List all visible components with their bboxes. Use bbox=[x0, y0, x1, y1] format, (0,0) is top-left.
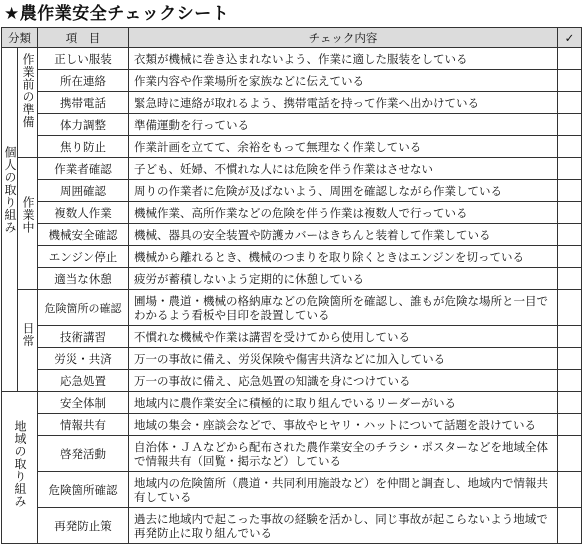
table-row bbox=[2, 392, 582, 414]
check-cell[interactable] bbox=[558, 246, 582, 268]
table-row bbox=[2, 246, 582, 268]
table-row bbox=[2, 268, 582, 290]
item-cell: 焦り防止 bbox=[38, 136, 129, 158]
check-cell[interactable] bbox=[558, 508, 582, 544]
content-cell: 地域の集会・座談会などで、事故やヒヤリ・ハットについて話題を設けている bbox=[129, 414, 558, 436]
table-row bbox=[2, 224, 582, 246]
table-row bbox=[2, 114, 582, 136]
page-title: ★農作業安全チェックシート bbox=[4, 4, 230, 24]
table-row bbox=[2, 508, 582, 544]
table-row bbox=[2, 370, 582, 392]
content-cell: 周りの作業者に危険が及ばないよう、周囲を確認しながら作業している bbox=[129, 180, 558, 202]
group-during-work-label: 作業中 bbox=[21, 196, 35, 234]
check-cell[interactable] bbox=[558, 158, 582, 180]
item-cell: 啓発活動 bbox=[38, 436, 129, 472]
table-row bbox=[2, 158, 582, 180]
check-cell[interactable] bbox=[558, 326, 582, 348]
content-cell: 作業計画を立てて、余裕をもって無理なく作業している bbox=[129, 136, 558, 158]
item-cell: 情報共有 bbox=[38, 414, 129, 436]
item-cell: 技術講習 bbox=[38, 326, 129, 348]
content-cell: 機械から離れるとき、機械のつまりを取り除くときはエンジンを切っている bbox=[129, 246, 558, 268]
item-cell: 再発防止策 bbox=[38, 508, 129, 544]
header-category: 分類 bbox=[2, 28, 38, 48]
check-cell[interactable] bbox=[558, 114, 582, 136]
check-cell[interactable] bbox=[558, 180, 582, 202]
content-cell: 機械作業、高所作業などの危険を伴う作業は複数人で行っている bbox=[129, 202, 558, 224]
table-row bbox=[2, 70, 582, 92]
item-cell: 周囲確認 bbox=[38, 180, 129, 202]
group-daily-label: 日常 bbox=[21, 322, 35, 347]
content-cell: 地域内に農作業安全に積極的に取り組んでいるリーダーがいる bbox=[129, 392, 558, 414]
check-cell[interactable] bbox=[558, 136, 582, 158]
header-row bbox=[2, 28, 582, 48]
content-cell: 自治体・ＪＡなどから配布された農作業安全のチラシ・ポスターなどを地域全体で情報共有（回覧・掲示など）している bbox=[129, 436, 558, 472]
content-cell: 過去に地域内で起こった事故の経験を活かし、同じ事故が起こらないよう地域で再発防止に取り組んでいる bbox=[129, 508, 558, 544]
group-during-work bbox=[18, 158, 38, 290]
content-cell: 万一の事故に備え、応急処置の知識を身につけている bbox=[129, 370, 558, 392]
content-cell: 作業内容や作業場所を家族などに伝えている bbox=[129, 70, 558, 92]
item-cell: 体力調整 bbox=[38, 114, 129, 136]
check-cell[interactable] bbox=[558, 290, 582, 326]
group-individual-label: 個人の取り組み bbox=[3, 146, 17, 234]
content-cell: 機械、器具の安全装置や防護カバーはきちんと装着して作業している bbox=[129, 224, 558, 246]
content-cell: 地域内の危険箇所（農道・共同利用施設など）を仲間と調査し、地域内で情報共有している bbox=[129, 472, 558, 508]
group-individual bbox=[2, 48, 18, 392]
check-cell[interactable] bbox=[558, 370, 582, 392]
table-row bbox=[2, 290, 582, 326]
table-row bbox=[2, 136, 582, 158]
check-cell[interactable] bbox=[558, 348, 582, 370]
group-before-work-label: 作業前の準備 bbox=[21, 53, 35, 128]
check-cell[interactable] bbox=[558, 392, 582, 414]
item-cell: 適当な休憩 bbox=[38, 268, 129, 290]
content-cell: 緊急時に連絡が取れるよう、携帯電話を持って作業へ出かけている bbox=[129, 92, 558, 114]
check-cell[interactable] bbox=[558, 92, 582, 114]
item-cell: 危険箇所の確認 bbox=[38, 290, 129, 326]
content-cell: 衣類が機械に巻き込まれないよう、作業に適した服装をしている bbox=[129, 48, 558, 70]
item-cell: 危険箇所確認 bbox=[38, 472, 129, 508]
table-row bbox=[2, 472, 582, 508]
table-row bbox=[2, 414, 582, 436]
check-cell[interactable] bbox=[558, 224, 582, 246]
content-cell: 子ども、妊婦、不慣れな人には危険を伴う作業はさせない bbox=[129, 158, 558, 180]
item-cell: 労災・共済 bbox=[38, 348, 129, 370]
item-cell: 所在連絡 bbox=[38, 70, 129, 92]
item-cell: 安全体制 bbox=[38, 392, 129, 414]
item-cell: 機械安全確認 bbox=[38, 224, 129, 246]
item-cell: 作業者確認 bbox=[38, 158, 129, 180]
table-row bbox=[2, 48, 582, 70]
table-row bbox=[2, 326, 582, 348]
table-row bbox=[2, 92, 582, 114]
table-row bbox=[2, 180, 582, 202]
item-cell: 携帯電話 bbox=[38, 92, 129, 114]
check-cell[interactable] bbox=[558, 202, 582, 224]
item-cell: 応急処置 bbox=[38, 370, 129, 392]
check-cell[interactable] bbox=[558, 414, 582, 436]
group-community-label: 地域の取り組み bbox=[13, 420, 27, 508]
content-cell: 圃場・農道・機械の格納庫などの危険箇所を確認し、誰もが危険な場所と一目でわかるよう看板や目印を設置している bbox=[129, 290, 558, 326]
header-item: 項 目 bbox=[38, 28, 129, 48]
group-community bbox=[2, 392, 38, 544]
header-content: チェック内容 bbox=[129, 28, 558, 48]
content-cell: 不慣れな機械や作業は講習を受けてから使用している bbox=[129, 326, 558, 348]
check-cell[interactable] bbox=[558, 268, 582, 290]
group-daily bbox=[18, 290, 38, 392]
group-before-work bbox=[18, 48, 38, 158]
table-row bbox=[2, 436, 582, 472]
check-cell[interactable] bbox=[558, 472, 582, 508]
check-cell[interactable] bbox=[558, 70, 582, 92]
item-cell: 複数人作業 bbox=[38, 202, 129, 224]
table-row bbox=[2, 348, 582, 370]
content-cell: 準備運動を行っている bbox=[129, 114, 558, 136]
table-row bbox=[2, 202, 582, 224]
item-cell: 正しい服装 bbox=[38, 48, 129, 70]
item-cell: エンジン停止 bbox=[38, 246, 129, 268]
content-cell: 疲労が蓄積しないよう定期的に休憩している bbox=[129, 268, 558, 290]
check-cell[interactable] bbox=[558, 48, 582, 70]
checklist-table bbox=[1, 27, 582, 544]
check-cell[interactable] bbox=[558, 436, 582, 472]
header-check: ✓ bbox=[558, 28, 582, 48]
content-cell: 万一の事故に備え、労災保険や傷害共済などに加入している bbox=[129, 348, 558, 370]
